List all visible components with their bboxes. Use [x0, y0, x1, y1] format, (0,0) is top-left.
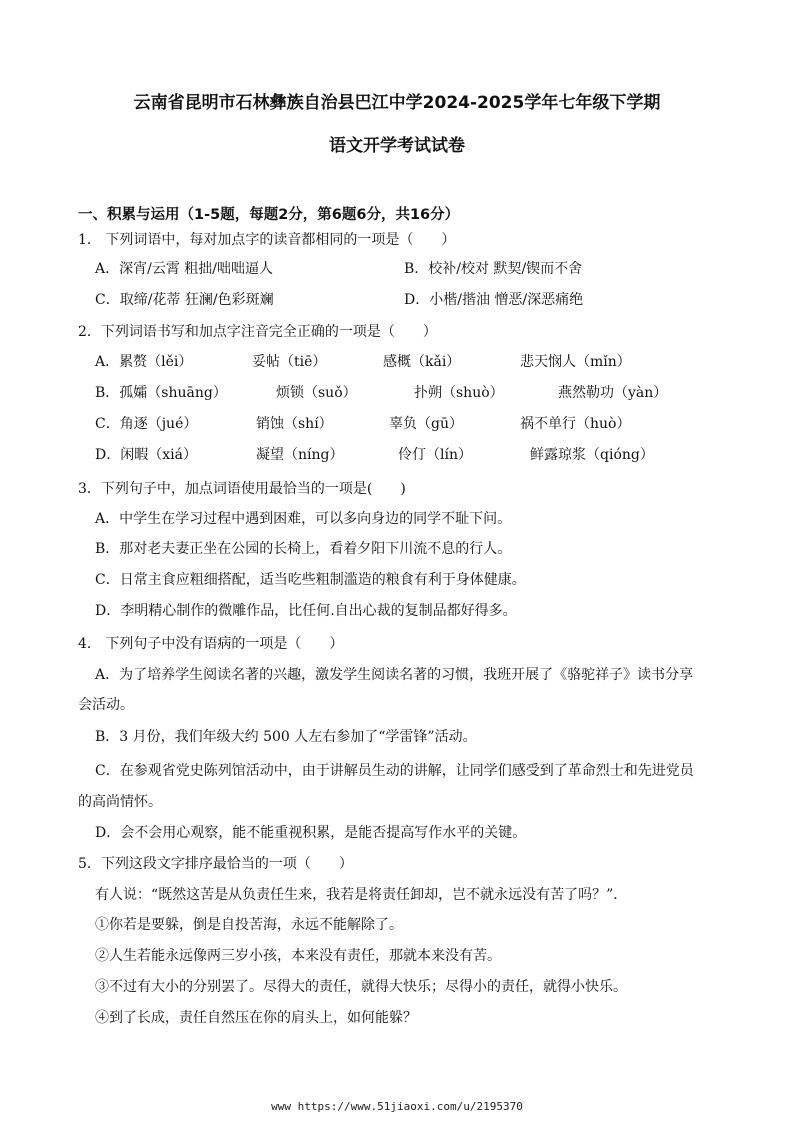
- question-4-option-c-line2: 的高尚情怀。: [78, 794, 162, 810]
- question-5-sentence-1: ①你若是要躲，倒是自投苦海，永远不能解除了。: [95, 917, 403, 933]
- question-3-option-c: C．日常主食应粗细搭配，适当吃些粗制滥造的粮食有利于身体健康。: [95, 572, 526, 588]
- question-4-option-d: D．会不会用心观察，能不能重视积累，是能否提高写作水平的关键。: [95, 825, 527, 841]
- footer-url: www https://www.51jiaoxi.com/u/2195370: [271, 1100, 523, 1113]
- question-5-sentence-3: ③不过有大小的分别罢了。尽得大的责任，就得大快乐；尽得小的责任，就得小快乐。: [95, 979, 627, 995]
- question-2-a-4: 悲天悯人（mǐn）: [520, 354, 631, 370]
- question-5-stem: 5．下列这段文字排序最恰当的一项（ ）: [78, 856, 353, 872]
- question-2-a-1: A．累赘（lěi）: [95, 354, 193, 370]
- question-2-a-2: 妥帖（tiē）: [252, 354, 327, 370]
- question-5-intro: 有人说：“既然这苦是从负责任生来，我若是将责任卸却，岂不就永远没有苦了吗？”.: [95, 887, 618, 903]
- question-3-stem: 3．下列句子中，加点词语使用最恰当的一项是( ): [78, 481, 406, 497]
- question-4-option-c-line1: C．在参观省党史陈列馆活动中，由于讲解员生动的讲解，让同学们感受到了革命烈士和先进党员: [95, 763, 694, 779]
- question-2-d-1: D．闲暇（xiá）: [95, 447, 197, 463]
- question-2-c-2: 销蚀（shí）: [256, 416, 333, 432]
- question-2-b-1: B．孤孀（shuāng）: [95, 385, 227, 401]
- question-3-option-d: D．李明精心制作的微雕作品，比任何.自出心裁的复制品都好得多。: [95, 603, 517, 619]
- question-1-stem: 1． 下列词语中，每对加点字的读音都相同的一项是（ ）: [78, 232, 456, 248]
- question-2-a-3: 感概（kǎi）: [383, 354, 461, 370]
- question-1-option-a: A．深宵/云霄 粗拙/咄咄逼人: [95, 261, 273, 277]
- question-3-option-a: A．中学生在学习过程中遇到困难，可以多向身边的同学不耻下问。: [95, 511, 512, 527]
- question-1-option-c: C．取缔/花蒂 狂澜/色彩斑斓: [95, 292, 274, 308]
- question-5-sentence-4: ④到了长成，责任自然压在你的肩头上，如何能躲？: [95, 1010, 417, 1026]
- title-line-1: 云南省昆明市石林彝族自治县巴江中学2024-2025学年七年级下学期: [133, 93, 661, 113]
- question-5-sentence-2: ②人生若能永远像两三岁小孩，本来没有责任，那就本来没有苦。: [95, 948, 501, 964]
- question-4-option-a-line2: 会活动。: [78, 697, 134, 713]
- question-2-stem: 2．下列词语书写和加点字注音完全正确的一项是（ ）: [78, 324, 437, 340]
- question-2-d-4: 鲜露琼浆（qióng）: [530, 447, 654, 463]
- title-line-2: 语文开学考试试卷: [329, 136, 465, 156]
- question-4-stem: 4． 下列句子中没有语病的一项是（ ）: [78, 636, 344, 652]
- section-heading: 一、积累与运用（1-5题，每题2分，第6题6分，共16分）: [78, 207, 460, 223]
- question-2-c-4: 祸不单行（huò）: [520, 416, 631, 432]
- question-4-option-b: B．3 月份，我们年级大约 500 人左右参加了“学雷锋”活动。: [95, 729, 477, 745]
- question-2-b-2: 烦锁（suǒ）: [276, 385, 357, 401]
- question-1-option-d: D．小楷/揩油 憎恶/深恶痛绝: [404, 292, 584, 308]
- question-2-b-4: 燕然勒功（yàn）: [558, 385, 668, 401]
- question-3-option-b: B．那对老夫妻正坐在公园的长椅上，看着夕阳下川流不息的行人。: [95, 541, 512, 557]
- question-1-option-b: B．校补/校对 默契/锲而不舍: [404, 261, 583, 277]
- question-2-d-3: 伶仃（lín）: [398, 447, 472, 463]
- question-4-option-a-line1: A．为了培养学生阅读名著的兴趣，激发学生阅读名著的习惯，我班开展了《骆驼祥子》读书分享: [95, 667, 694, 683]
- question-2-d-2: 凝望（níng）: [256, 447, 344, 463]
- question-2-c-3: 辜负（gū）: [389, 416, 463, 432]
- question-2-c-1: C．角逐（jué）: [95, 416, 198, 432]
- question-2-b-3: 扑朔（shuò）: [414, 385, 504, 401]
